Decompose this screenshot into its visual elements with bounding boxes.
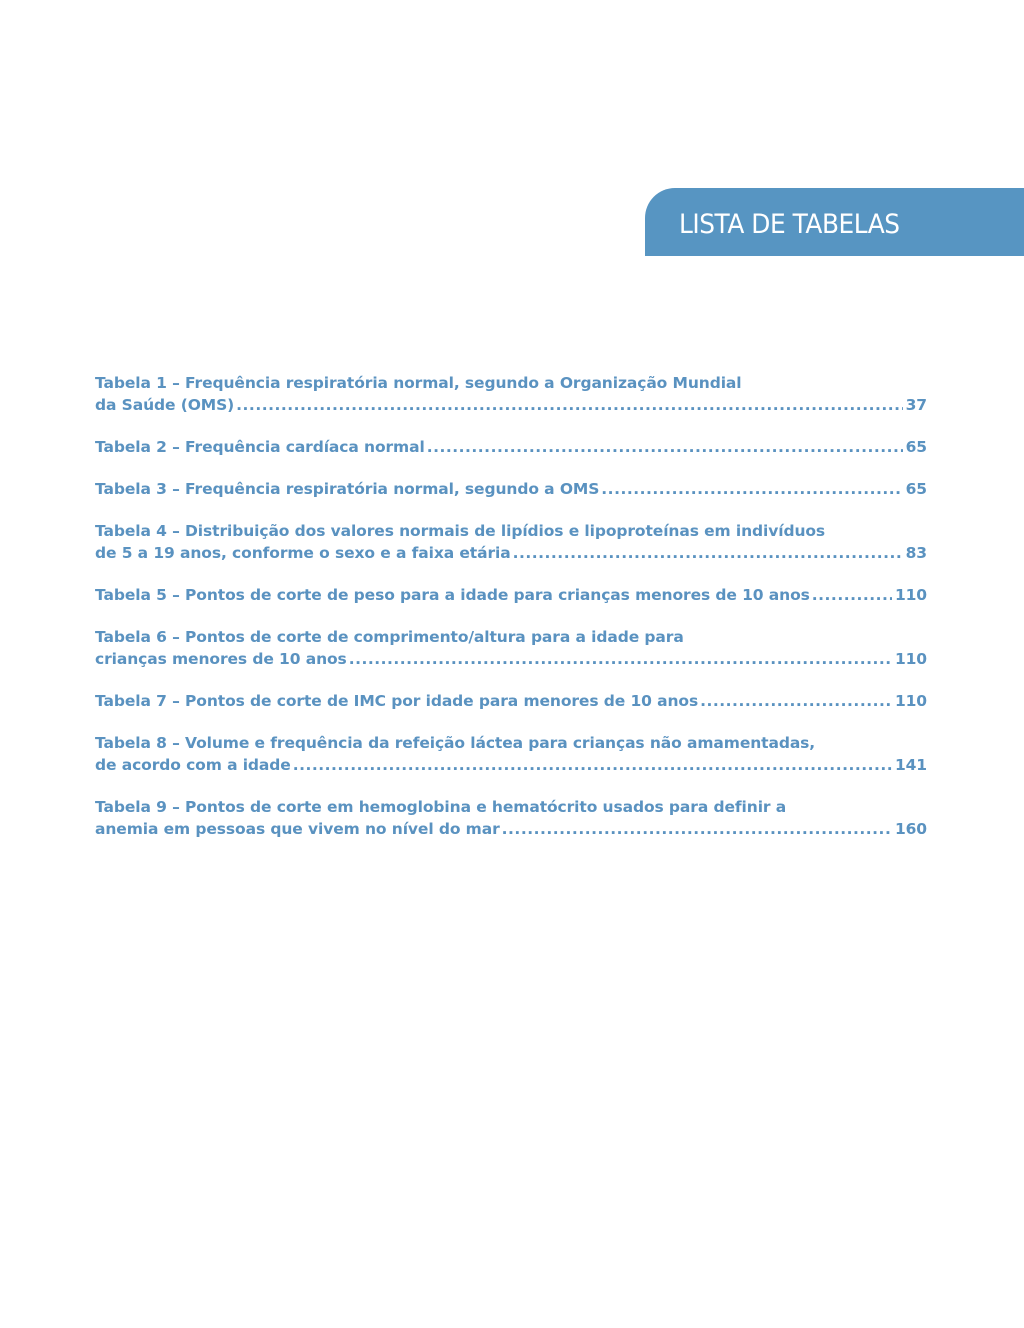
toc-entry-last-line — [95, 436, 927, 458]
toc-entry-last-line — [95, 648, 927, 670]
toc-entry-text: Tabela 2 – Frequência cardíaca normal — [95, 438, 425, 456]
toc-page-number: 160 — [894, 820, 927, 838]
toc-page-number: 65 — [905, 438, 927, 456]
dot-leader — [812, 584, 892, 606]
page-title: LISTA DE TABELAS — [679, 209, 900, 240]
toc-entry-last-line — [95, 754, 927, 776]
toc-page-number: 110 — [894, 692, 927, 710]
toc-entry-text-line: Tabela 6 – Pontos de corte de comprimento/altura para a idade para — [95, 628, 684, 646]
toc-entry-last-line — [95, 584, 927, 606]
toc-entry-text-line: Tabela 9 – Pontos de corte em hemoglobina e hematócrito usados para definir a — [95, 798, 787, 816]
toc-entry-text: Tabela 5 – Pontos de corte de peso para a idade para crianças menores de 10 anos — [95, 586, 810, 604]
toc-entry-last-line — [95, 394, 927, 416]
toc-page-number: 37 — [905, 396, 927, 414]
toc-entry-text-line: Tabela 4 – Distribuição dos valores normais de lipídios e lipoproteínas em indivíduos — [95, 522, 826, 540]
toc-entry-last-line — [95, 478, 927, 500]
toc-entry-text: de acordo com a idade — [95, 756, 291, 774]
dot-leader — [427, 436, 903, 458]
toc-entry-text: anemia em pessoas que vivem no nível do mar — [95, 820, 500, 838]
toc-entry-5[interactable] — [95, 584, 927, 606]
toc-page-number: 110 — [894, 650, 927, 668]
toc-entry-2[interactable] — [95, 436, 927, 458]
table-of-contents-list — [95, 372, 927, 860]
toc-entry-text: crianças menores de 10 anos — [95, 650, 347, 668]
toc-entry-6[interactable] — [95, 626, 927, 670]
dot-leader — [513, 542, 903, 564]
toc-entry-text: da Saúde (OMS) — [95, 396, 235, 414]
toc-entry-7[interactable] — [95, 690, 927, 712]
toc-entry-last-line — [95, 690, 927, 712]
toc-entry-text-line: Tabela 1 – Frequência respiratória normal, segundo a Organização Mundial — [95, 374, 742, 392]
dot-leader — [293, 754, 892, 776]
toc-entry-1[interactable] — [95, 372, 927, 416]
dot-leader — [700, 690, 892, 712]
dot-leader — [601, 478, 902, 500]
toc-entry-last-line — [95, 818, 927, 840]
toc-entry-9[interactable] — [95, 796, 927, 840]
toc-page-number: 141 — [894, 756, 927, 774]
toc-entry-text-line: Tabela 8 – Volume e frequência da refeição láctea para crianças não amamentadas, — [95, 734, 816, 752]
toc-entry-text: Tabela 7 – Pontos de corte de IMC por idade para menores de 10 anos — [95, 692, 699, 710]
dot-leader — [502, 818, 892, 840]
toc-page-number: 83 — [905, 544, 927, 562]
toc-entry-4[interactable] — [95, 520, 927, 564]
toc-entry-last-line — [95, 542, 927, 564]
dot-leader — [349, 648, 892, 670]
toc-entry-text: Tabela 3 – Frequência respiratória normal, segundo a OMS — [95, 480, 600, 498]
toc-page-number: 110 — [894, 586, 927, 604]
toc-page-number: 65 — [905, 480, 927, 498]
toc-entry-8[interactable] — [95, 732, 927, 776]
section-header-tab — [645, 188, 1024, 256]
toc-entry-text: de 5 a 19 anos, conforme o sexo e a faixa etária — [95, 544, 511, 562]
toc-entry-3[interactable] — [95, 478, 927, 500]
dot-leader — [236, 394, 902, 416]
